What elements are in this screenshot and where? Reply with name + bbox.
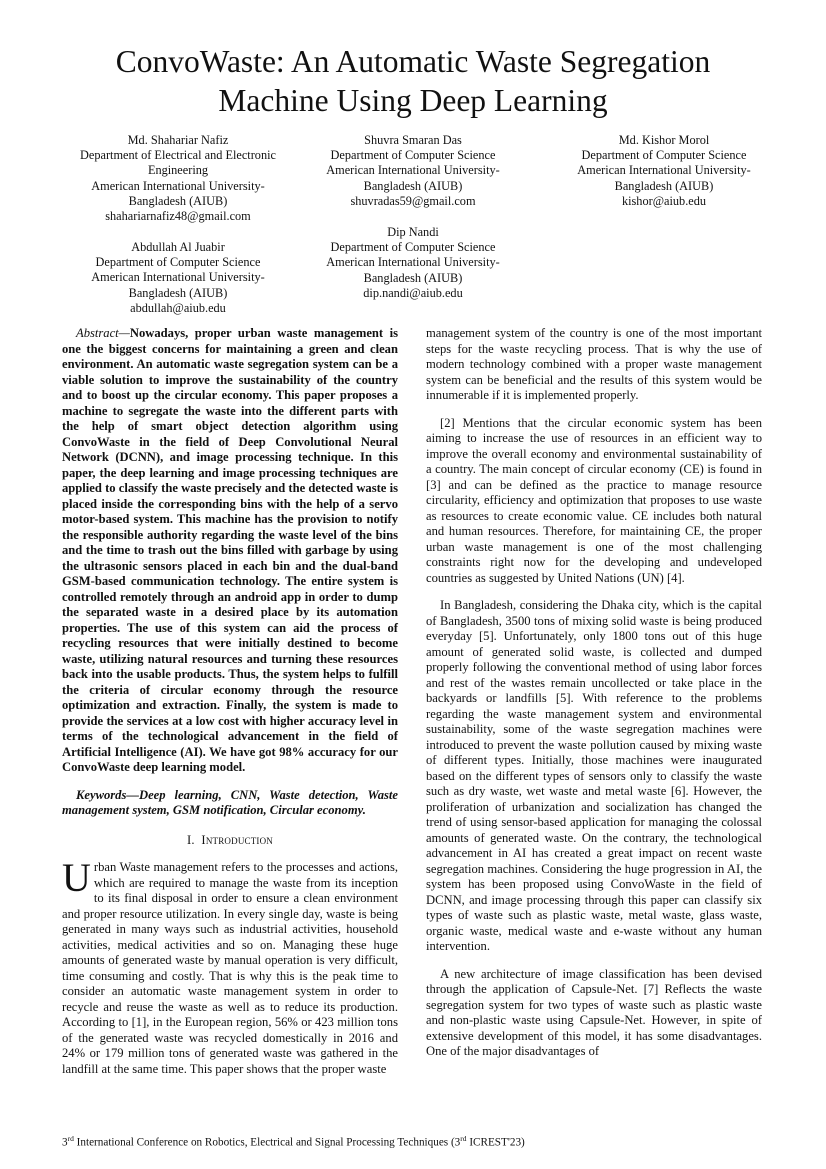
page-footer	[62, 1134, 525, 1149]
author-block-2	[293, 133, 533, 209]
author-university: Bangladesh (AIUB)	[128, 285, 228, 300]
author-email: dip.nandi@aiub.edu	[363, 285, 463, 300]
footer-number: 3	[62, 1136, 68, 1149]
author-university: American International University-	[91, 178, 265, 193]
author-department: Engineering	[147, 163, 209, 178]
author-name: Md. Kishor Morol	[618, 133, 710, 147]
author-block-1	[58, 133, 298, 224]
footer-text: International Conference on Robotics, Electrical and Signal Processing Techniques (3	[73, 1136, 461, 1149]
author-university: Bangladesh (AIUB)	[128, 193, 228, 208]
intro-paragraph-2: [2] Mentions that the circular economic system has been aiming to increase the use of resources in an efficient way to improve the overall economy and environmental sustainability of a country. The main concept of circular economy (CE) is found in [3] and can be defined as the practice to manage resource circularity, efficiency and optimization that proposes to use waste as resources to create economic value. CE includes both natural and human resources. Therefore, for maintaining CE, the proper urban waste management is one of the most challenging constraints right now for the developing and undeveloped countries as suggested by United Nations (UN) [4].	[426, 415, 762, 585]
right-column	[426, 326, 762, 1060]
author-university: Bangladesh (AIUB)	[363, 270, 463, 285]
section-number: I.	[186, 832, 195, 847]
author-email: shuvradas59@gmail.com	[350, 193, 476, 208]
footer-ordinal: rd	[460, 1134, 467, 1143]
author-block-5	[293, 225, 533, 301]
drop-cap: U	[62, 855, 91, 900]
intro-paragraph-3: In Bangladesh, considering the Dhaka city, which is the capital of Bangladesh, 3500 tons of mixing solid waste is being produced everyday [5]. Unfortunately, only 1800 tons out of this huge amount of generated solid waste, is collected and dumped properly following the conventional method of using labor forces and rest of the wastes remain uncollected or take place in the backyards or landfills [5]. With reference to the problems regarding the waste management system and environmental sustainability, some of the waste segregation machines were introduced to prevent the waste pollution caused by mixing waste of different types. Initially, those machines were inaugurated based on the different types of sensors only to classify the waste such as dry waste, wet waste and metal waste [6]. However, the proliferation of urbanization and socialization has changed the trend of using sensor-based application for managing the colossal amounts of generated waste. On the contrary, the technological advancement in AI has created a great impact on recent waste segregation machines. Considering the huge progression in AI, the system has been proposed using ConvoWaste in the field of DCNN, and image processing through this paper can classify six types of waste such as plastic waste, metal waste, glass waste, organic waste, medical waste and e-waste without any human intervention.	[426, 598, 762, 953]
footer-ordinal: rd	[67, 1134, 74, 1143]
author-university: American International University-	[326, 255, 500, 270]
intro-paragraph-1-text: rban Waste management refers to the processes and actions, which are required to manage the waste from its inception to its final disposal in order to ensure a clean environment and proper resource utilization. In every single day, waste is being generated in many ways such as industrial activities, household activities, medical activities and so on. Managing these huge amounts of generated waste by manual operation is very difficult, time consuming and costly. That is why this is the peak time to consider an automatic waste management system in order to recycle and reuse the waste as well as to reduce its production. According to [1], in the European region, 56% or 423 million tons of the generated waste was recycled domestically in 2016 and 24% or 179 million tons of generated waste was gathered in the landfill at the same time. This paper shows that the proper waste	[62, 860, 398, 1076]
left-column	[62, 326, 398, 1077]
author-department: Department of Computer Science	[330, 240, 496, 255]
intro-paragraph-1-continued: management system of the country is one of the most important steps for the waste recycling process. That is why the use of modern technology combined with a proper waste management system can be beneficial and the results of this system would be innumerable if it is implemented properly.	[426, 326, 762, 402]
footer-text: ICREST'23)	[466, 1136, 525, 1149]
section-heading	[62, 833, 398, 849]
intro-paragraph-1	[62, 855, 398, 1077]
title-line-2: Machine Using Deep Learning	[218, 83, 608, 118]
author-department: Department of Computer Science	[95, 255, 261, 270]
author-name: Md. Shahariar Nafiz	[127, 133, 229, 147]
abstract-text: Nowadays, proper urban waste management is one the biggest concerns for maintaining a green and clean environment. An automatic waste segregation system can be a viable solution to improve the sustainability of the country and to boost up the circular economy. This paper proposes a machine to segregate the waste into the different parts with the help of smart object detection algorithm using ConvoWaste in the field of Deep Convolutional Neural Network (DCNN), and image processing technique. In this paper, the deep learning and image processing techniques are applied to classify the waste precisely and the detected waste is placed inside the corresponding bins with the help of a servo motor-based system. This machine has the provision to notify the responsible authority regarding the waste level of the bins and the time to trash out the bins filled with garbage by using the ultrasonic sensors placed in each bin and the dual-band GSM-based communication technology. The entire system is controlled remotely through an android app in order to dump the separated waste in a desired place by its automation properties. The use of this system can aid the process of recycling resources that were initially destined to become waste, utilizing natural resources and turning these resources back into the usable products. Thus, the system helps to fulfill the criteria of circular economy through the resource optimization and extraction. Finally, the system is made to provide the services at a low cost with higher accuracy level in terms of the technological advancement in the field of Artificial Intelligence (AI). We have got 98% accuracy for our ConvoWaste deep learning model.	[62, 326, 398, 774]
author-university: American International University-	[326, 163, 500, 178]
author-name: Shuvra Smaran Das	[364, 133, 462, 147]
abstract	[62, 326, 398, 776]
author-university: American International University-	[577, 163, 751, 178]
author-department: Department of Electrical and Electronic	[80, 148, 276, 163]
author-university: Bangladesh (AIUB)	[614, 178, 714, 193]
keywords: Keywords—Deep learning, CNN, Waste detection, Waste management system, GSM notification, Circular economy.	[62, 787, 398, 817]
title-line-1: ConvoWaste: An Automatic Waste Segregation	[115, 44, 711, 79]
paper-title	[40, 42, 786, 120]
author-university: American International University-	[91, 270, 265, 285]
author-email: kishor@aiub.edu	[621, 193, 707, 208]
author-name: Dip Nandi	[387, 225, 439, 239]
author-department: Department of Computer Science	[581, 148, 747, 163]
author-email: abdullah@aiub.edu	[130, 300, 226, 315]
abstract-lead: Abstract—	[76, 326, 130, 340]
section-title: Introduction	[201, 832, 274, 847]
author-name: Abdullah Al Juabir	[131, 240, 225, 254]
author-department: Department of Computer Science	[330, 148, 496, 163]
intro-paragraph-4: A new architecture of image classification has been devised through the application of Capsule-Net. [7] Reflects the waste segregation system for two types of waste such as plastic waste and non-plastic waste using Capsule-Net. However, in spite of extensive development of this model, it has some disadvantages. One of the major disadvantages of	[426, 966, 762, 1058]
author-email: shahariarnafiz48@gmail.com	[105, 209, 251, 224]
author-university: Bangladesh (AIUB)	[363, 178, 463, 193]
author-block-4	[58, 240, 298, 316]
author-block-3	[544, 133, 784, 209]
